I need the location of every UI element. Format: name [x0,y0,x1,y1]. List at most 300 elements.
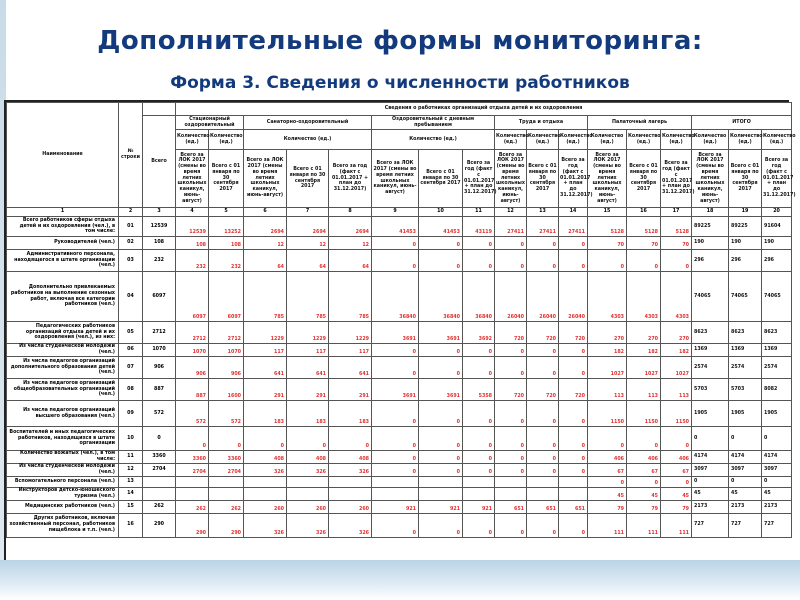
itogo-cell: 727 [762,513,792,537]
row-label: Медицинских работников (чел.) [7,500,119,513]
value-cell: 0 [495,237,527,250]
value-cell: 720 [527,322,559,344]
value-cell: 0 [661,250,692,272]
qty-header: Количество (ед.) [176,130,209,150]
column-number-cell: 16 [627,208,661,217]
value-cell: 67 [627,464,661,477]
row-label: Инструкторов детско-юношеского туризма (чел.) [7,488,119,501]
itogo-cell: 0 [729,477,762,488]
row-total: 906 [143,357,176,379]
value-cell: 0 [463,237,495,250]
value-cell: 0 [527,464,559,477]
value-cell: 41453 [372,217,419,237]
value-cell: 70 [588,237,627,250]
value-cell: 183 [287,401,329,427]
column-number-cell: 12 [495,208,527,217]
value-cell: 36840 [372,272,419,322]
itogo-cell: 190 [729,237,762,250]
value-cell: 26040 [495,272,527,322]
row-total: 887 [143,379,176,401]
row-number: 06 [119,344,143,357]
period-header-summer: Всего за ЛОК 2017 (смены во время летних школьных каникул, июнь-август) [692,150,729,208]
period-header-year: Всего за год (факт с 01.01.2017 + план до 31.12.2017) [762,150,792,208]
value-cell: 0 [559,464,588,477]
itogo-cell: 0 [762,477,792,488]
value-cell [244,488,287,501]
value-cell: 0 [244,427,287,451]
value-cell: 67 [588,464,627,477]
value-cell: 720 [527,379,559,401]
value-cell: 0 [495,451,527,464]
value-cell [495,488,527,501]
value-cell: 64 [329,250,372,272]
itogo-cell: 1369 [729,344,762,357]
group-header: Стационарный оздоровительный [176,116,244,130]
value-cell: 1070 [176,344,209,357]
column-number-cell: 3 [143,208,176,217]
itogo-cell: 74065 [762,272,792,322]
itogo-cell: 0 [692,427,729,451]
value-cell: 4303 [588,272,627,322]
row-number: 07 [119,357,143,379]
table-row [7,500,792,513]
value-cell: 0 [661,477,692,488]
row-number: 02 [119,237,143,250]
value-cell: 0 [588,250,627,272]
value-cell: 0 [463,344,495,357]
table-row [7,217,792,237]
value-cell: 406 [627,451,661,464]
value-cell: 408 [244,451,287,464]
column-number-cell: 9 [372,208,419,217]
value-cell: 1229 [287,322,329,344]
row-total: 3360 [143,451,176,464]
itogo-cell: 74065 [729,272,762,322]
value-cell: 1070 [209,344,244,357]
value-cell: 117 [287,344,329,357]
value-cell: 651 [559,500,588,513]
value-cell: 5128 [627,217,661,237]
row-number: 11 [119,451,143,464]
value-cell: 326 [329,464,372,477]
monitoring-table [6,102,796,538]
qty-header: Количество (ед.) [527,130,559,150]
qty-header: Количество (ед.) [495,130,527,150]
itogo-cell: 4174 [692,451,729,464]
value-cell: 291 [244,379,287,401]
row-number: 08 [119,379,143,401]
value-cell: 641 [244,357,287,379]
itogo-cell: 0 [762,427,792,451]
name-header: Наименование [7,103,119,208]
period-header-year: Всего за год (факт с 01.01.2017 + план до 31.12.2017) [463,150,495,208]
row-number: 12 [119,464,143,477]
value-cell: 13252 [209,217,244,237]
itogo-cell: 1905 [762,401,792,427]
period-header-year: Всего за год (факт с 01.01.2017 + план до 31.12.2017) [329,150,372,208]
value-cell: 108 [209,237,244,250]
table-row [7,401,792,427]
value-cell [419,488,463,501]
value-cell: 5128 [661,217,692,237]
row-number: 14 [119,488,143,501]
itogo-cell: 190 [692,237,729,250]
value-cell: 1150 [627,401,661,427]
itogo-cell: 1369 [762,344,792,357]
qty-header: Количество (ед.) [692,130,729,150]
value-cell: 0 [372,427,419,451]
value-cell: 0 [209,427,244,451]
qty-header: Количество (ед.) [372,130,495,150]
value-cell [287,488,329,501]
value-cell: 0 [419,401,463,427]
column-number-cell: 6 [244,208,287,217]
value-cell: 232 [176,250,209,272]
value-cell [176,488,209,501]
period-header-jan: Всего с 01 января по 30 сентября 2017 [627,150,661,208]
value-cell: 79 [661,500,692,513]
value-cell: 0 [527,513,559,537]
value-cell: 0 [627,427,661,451]
itogo-cell: 3097 [692,464,729,477]
slide-title: Дополнительные формы мониторинга: [97,26,703,56]
row-total: 572 [143,401,176,427]
value-cell: 0 [463,357,495,379]
value-cell: 1027 [661,357,692,379]
value-cell: 0 [419,464,463,477]
value-cell: 79 [588,500,627,513]
value-cell: 260 [329,500,372,513]
itogo-cell: 190 [762,237,792,250]
value-cell: 183 [244,401,287,427]
value-cell: 27411 [495,217,527,237]
value-cell: 260 [244,500,287,513]
value-cell: 0 [527,451,559,464]
itogo-cell: 2574 [729,357,762,379]
value-cell: 0 [495,401,527,427]
row-total: 2712 [143,322,176,344]
row-number: 13 [119,477,143,488]
column-number-cell: 5 [209,208,244,217]
value-cell [495,477,527,488]
column-number-cell: 2 [119,208,143,217]
table-row [7,379,792,401]
value-cell: 70 [627,237,661,250]
itogo-cell: 89225 [729,217,762,237]
value-cell: 0 [559,237,588,250]
itogo-cell: 8623 [729,322,762,344]
value-cell: 0 [495,464,527,477]
itogo-cell: 0 [729,427,762,451]
row-label: Из числа студенческой молодежи (чел.) [7,464,119,477]
value-cell: 0 [372,237,419,250]
value-cell: 0 [495,357,527,379]
row-label: Других работников, включая хозяйственный персонал, работников пищеблока и т.п. (чел.) [7,513,119,537]
value-cell [559,477,588,488]
value-cell: 651 [527,500,559,513]
row-total: 6097 [143,272,176,322]
itogo-cell: 296 [692,250,729,272]
value-cell: 291 [329,379,372,401]
column-number-cell: 20 [762,208,792,217]
value-cell: 3691 [372,379,419,401]
table-row [7,464,792,477]
group-header: Оздоровительный с дневным пребыванием [372,116,495,130]
value-cell: 0 [419,513,463,537]
column-number-cell: 13 [527,208,559,217]
column-number-row [7,208,792,217]
value-cell: 290 [209,513,244,537]
itogo-cell: 45 [692,488,729,501]
value-cell: 64 [287,250,329,272]
value-cell [287,477,329,488]
value-cell: 0 [372,464,419,477]
value-cell: 1027 [588,357,627,379]
qty-header: Количество (ед.) [559,130,588,150]
value-cell: 2694 [287,217,329,237]
period-header-jan: Всего с 01 января по 30 сентября 2017 [209,150,244,208]
value-cell [176,477,209,488]
itogo-cell: 45 [762,488,792,501]
value-cell: 262 [176,500,209,513]
value-cell: 0 [559,451,588,464]
value-cell: 0 [559,250,588,272]
value-cell [329,477,372,488]
period-header-jan: Всего с 01 января по 30 сентября 2017 [729,150,762,208]
value-cell: 2704 [176,464,209,477]
row-label: Из числа педагогов организаций общеобразовательных организаций (чел.) [7,379,119,401]
value-cell [527,488,559,501]
value-cell: 572 [209,401,244,427]
value-cell: 182 [627,344,661,357]
row-label: Из числа студенческой молодежи (чел.) [7,344,119,357]
value-cell: 0 [419,357,463,379]
value-cell: 0 [627,250,661,272]
value-cell [463,488,495,501]
value-cell: 785 [287,272,329,322]
value-cell: 26040 [559,272,588,322]
value-cell: 0 [527,237,559,250]
value-cell: 41453 [419,217,463,237]
value-cell: 785 [329,272,372,322]
value-cell: 0 [463,427,495,451]
table-row [7,427,792,451]
value-cell: 291 [287,379,329,401]
row-label: Руководителей (чел.) [7,237,119,250]
value-cell: 182 [661,344,692,357]
itogo-cell: 8623 [692,322,729,344]
itogo-cell: 2574 [762,357,792,379]
row-number: 09 [119,401,143,427]
column-number-cell: 8 [329,208,372,217]
period-header-summer: Всего за ЛОК 2017 (смены во время летних школьных каникул, июнь-август) [495,150,527,208]
row-label: Количество вожатых (чел.), в том числе: [7,451,119,464]
value-cell [463,477,495,488]
value-cell: 0 [287,427,329,451]
value-cell: 326 [329,513,372,537]
value-cell: 0 [419,451,463,464]
period-header-jan: Всего с 01 января по 30 сентября 2017 [419,150,463,208]
value-cell: 408 [329,451,372,464]
value-cell: 1229 [244,322,287,344]
value-cell: 3692 [463,322,495,344]
value-cell [372,488,419,501]
row-number: 01 [119,217,143,237]
itogo-cell: 91604 [762,217,792,237]
value-cell: 36840 [463,272,495,322]
value-cell: 0 [627,477,661,488]
blank-header [143,103,176,116]
value-cell: 4303 [661,272,692,322]
slide-subtitle: Форма 3. Сведения о численности работников [170,73,630,93]
value-cell: 3360 [209,451,244,464]
value-cell: 0 [463,401,495,427]
value-cell: 0 [527,427,559,451]
value-cell: 45 [588,488,627,501]
qty-header: Количество (ед.) [209,130,244,150]
column-number-cell: 19 [729,208,762,217]
row-total: 262 [143,500,176,513]
row-total: 0 [143,427,176,451]
itogo-cell: 74065 [692,272,729,322]
row-total: 1070 [143,344,176,357]
table-row [7,513,792,537]
value-cell: 0 [329,427,372,451]
value-cell: 79 [627,500,661,513]
value-cell: 921 [419,500,463,513]
itogo-cell: 2173 [692,500,729,513]
value-cell [527,477,559,488]
value-cell: 117 [244,344,287,357]
qty-header: Количество (ед.) [627,130,661,150]
itogo-cell: 2173 [729,500,762,513]
group-header: ИТОГО [692,116,792,130]
group-header: Труда и отдыха [495,116,588,130]
table-row [7,250,792,272]
period-header-jan: Всего с 01 января по 30 сентября 2017 [527,150,559,208]
value-cell: 906 [176,357,209,379]
value-cell: 720 [495,322,527,344]
period-header-year: Всего за год (факт с 01.01.2017 + план до 31.12.2017) [661,150,692,208]
itogo-cell: 8623 [762,322,792,344]
value-cell: 27411 [559,217,588,237]
row-total: 108 [143,237,176,250]
value-cell: 113 [661,379,692,401]
row-number: 05 [119,322,143,344]
value-cell: 113 [627,379,661,401]
itogo-cell: 727 [729,513,762,537]
top-header: Сведения о работниках организаций отдыха детей и их оздоровления [176,103,792,116]
value-cell: 720 [495,379,527,401]
row-number: 04 [119,272,143,322]
itogo-cell: 0 [692,477,729,488]
value-cell [329,488,372,501]
value-cell: 0 [559,344,588,357]
row-label: Всего работников сферы отдыха детей и их оздоровления (чел.), в том числе: [7,217,119,237]
row-number: 15 [119,500,143,513]
value-cell: 270 [588,322,627,344]
value-cell: 906 [209,357,244,379]
itogo-cell: 2574 [692,357,729,379]
value-cell: 270 [661,322,692,344]
value-cell: 5128 [588,217,627,237]
value-cell: 111 [588,513,627,537]
value-cell: 4303 [627,272,661,322]
table-row [7,477,792,488]
value-cell: 43119 [463,217,495,237]
column-number-cell: 14 [559,208,588,217]
value-cell: 6097 [176,272,209,322]
value-cell [372,477,419,488]
total-header: Всего [143,116,176,208]
value-cell: 0 [372,344,419,357]
row-label: Вспомогательного персонала (чел.) [7,477,119,488]
column-number-cell: 15 [588,208,627,217]
value-cell: 0 [372,451,419,464]
value-cell [559,488,588,501]
column-number-cell: 17 [661,208,692,217]
row-label: Из числа педагогов организаций высшего образования (чел.) [7,401,119,427]
itogo-cell: 3097 [762,464,792,477]
value-cell: 5358 [463,379,495,401]
value-cell: 785 [244,272,287,322]
itogo-cell: 45 [729,488,762,501]
value-cell: 0 [372,357,419,379]
value-cell: 262 [209,500,244,513]
value-cell: 0 [559,427,588,451]
value-cell: 0 [372,401,419,427]
value-cell: 232 [209,250,244,272]
row-number: 10 [119,427,143,451]
qty-header: Количество (ед.) [661,130,692,150]
table-row [7,451,792,464]
period-header-year: Всего за год (факт с 01.01.2017 + план до 31.12.2017) [559,150,588,208]
itogo-cell: 1905 [692,401,729,427]
value-cell: 0 [559,401,588,427]
value-cell: 641 [287,357,329,379]
value-cell: 12539 [176,217,209,237]
row-total: 12539 [143,217,176,237]
value-cell: 0 [559,357,588,379]
period-header-summer: Всего за ЛОК 2017 (смены во время летних школьных каникул, июнь-август) [244,150,287,208]
value-cell: 290 [176,513,209,537]
value-cell: 3691 [419,379,463,401]
value-cell: 2694 [244,217,287,237]
value-cell: 0 [495,344,527,357]
value-cell: 1027 [627,357,661,379]
qty-header: Количество (ед.) [762,130,792,150]
row-label: Дополнительно привлекаемых работников на выполнение сезонных работ, включая все категории работников (чел.) [7,272,119,322]
column-number-cell: 11 [463,208,495,217]
qty-header: Количество (ед.) [729,130,762,150]
value-cell: 111 [661,513,692,537]
value-cell: 3691 [419,322,463,344]
itogo-cell: 1369 [692,344,729,357]
value-cell: 326 [244,513,287,537]
value-cell: 27411 [527,217,559,237]
value-cell [209,477,244,488]
value-cell: 2712 [176,322,209,344]
value-cell: 67 [661,464,692,477]
value-cell: 0 [527,344,559,357]
row-total: 290 [143,513,176,537]
value-cell: 12 [244,237,287,250]
value-cell: 326 [244,464,287,477]
itogo-cell: 4174 [729,451,762,464]
monitoring-table-frame [4,100,796,560]
value-cell: 0 [419,237,463,250]
itogo-cell: 5703 [692,379,729,401]
